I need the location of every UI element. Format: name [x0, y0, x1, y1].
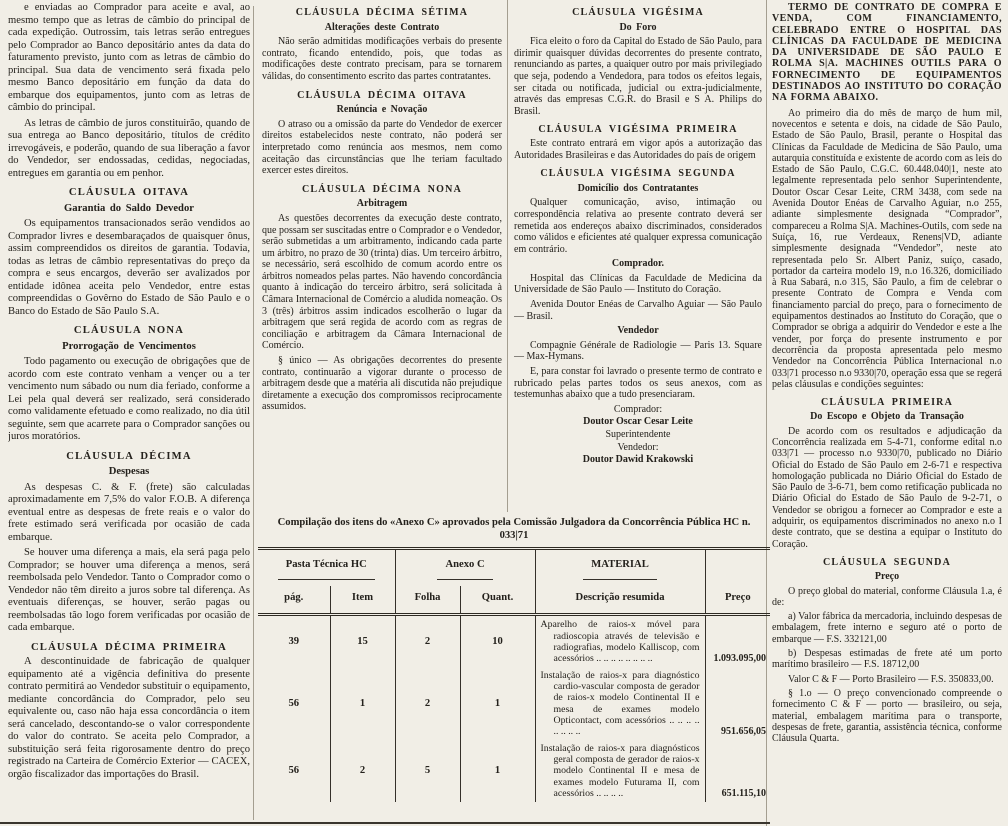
- cell-preco: 951.656,05: [705, 667, 770, 740]
- column-divider-2: [507, 0, 508, 512]
- table-row: [258, 740, 770, 802]
- cell-folha: 5: [395, 740, 460, 802]
- clause-subheading: Do Escopo e Objeto da Transação: [810, 411, 964, 423]
- clause-subheading: Arbitragem: [356, 198, 408, 210]
- clause-heading: CLÁUSULA VIGÉSIMA PRIMEIRA: [538, 124, 738, 136]
- table-group-header-row: [258, 549, 770, 587]
- text-column-4: [772, 0, 1002, 826]
- col-header-descricao: Descrição resumida: [535, 586, 705, 615]
- paragraph: e enviadas ao Comprador para aceite e aval, ao mesmo tempo que as letras de câmbio do principal de cada expedição. Outrossim, tais letras serão entregues pelo Comprador ao Banco depositário antes da data do faturamento previsto, junto com as letras de câmbio do principal. Sua data de vencimento será fixada pelo mesmo Banco depositário em função da data do embarque dos equipamentos, junto com as letras de câmbio do principal.: [8, 2, 250, 113]
- clause-subheading: Alterações deste Contrato: [324, 21, 440, 33]
- signature-line: Superintendente: [605, 429, 671, 440]
- clause-heading: CLÁUSULA DÉCIMA SÉTIMA: [295, 7, 469, 18]
- cell-pag: 56: [288, 765, 300, 777]
- cell-preco: 1.093.095,00: [705, 615, 770, 667]
- clause-heading: CLÁUSULA NONA: [73, 325, 185, 336]
- group-header-blank: [705, 549, 770, 587]
- group-header-pasta-tecnica: [258, 549, 395, 587]
- group-label-material: MATERIAL: [583, 559, 656, 580]
- clause-heading: CLÁUSULA VIGÉSIMA: [572, 7, 704, 18]
- signature-line: Comprador:: [613, 403, 663, 415]
- cell-item: 1: [330, 667, 395, 740]
- annex-table-section: [258, 516, 770, 802]
- group-label-anexo-c: Anexo C: [437, 559, 492, 580]
- clause-subheading: Comprador.: [611, 258, 665, 270]
- column-divider-1: [253, 6, 254, 820]
- cell-descricao: Instalação de raios-x para diagnóstico cardio-vascular composta de gerador de raios-x modelo Continental II e mesa de exames modelo Opticontact, com acessórios .. .. .. .. .. .. .. ..: [535, 667, 705, 740]
- col-header-item: Item: [330, 586, 395, 615]
- paragraph: Fica eleito o foro da Capital do Estado de São Paulo, para dirimir quaisquer dúvidas decorrentes do presente contrato, renunciando as partes, a quaiquer outro por mais privilegiado que seja, podendo a Vendedora, para todos os efeitos legais, ser citada ou notificada, judicial ou extra-judicialmente, através das empresas C.G.R. do Brasil e S A. Philips do Brasil.: [514, 36, 762, 117]
- paragraph: E, para constar foi lavrado o presente termo de contrato e rubricado pelas partes todos os seus anexos, com as testemunhas abaixo que a tudo presenciaram.: [514, 366, 762, 401]
- contract-title: TERMO DE CONTRATO DE COMPRA E VENDA, COM FINANCIAMENTO, CELEBRADO ENTRE O HOSPITAL DAS CLÍNICAS DA FACULDADE DE MEDICINA DA UNIVERSIDADE DE SÃO PAULO E ROLMA S|A. MACHINES OUTILS PARA O FORNECIMENTO DE EQUIPAMENTOS DESTINADOS AO INSTITUTO DO CORAÇÃO NA FORMA ABAIXO.: [772, 2, 1002, 104]
- paragraph: § 1.o — O preço convencionado compreende o fornecimento C & F — porto — brasileiro, ou seja, material, embalagem marítima para o transporte, despesas de frete, garantia, assistência técnica, conforme Cláusula Quarta.: [772, 687, 1002, 745]
- text-column-1: [8, 0, 250, 826]
- paragraph: O preço global do material, conforme Cláusula 1.a, é de:: [772, 585, 1002, 608]
- clause-heading: CLÁUSULA DÉCIMA PRIMEIRA: [30, 641, 228, 653]
- paragraph: De acordo com os resultados e adjudicação da Concorrência realizada em 5-4-71, conforme edital n.o 033|71 — processo n.o 9330|70, publicado no Diário Oficial do Estado de São Paulo em 2-6-71 e respectiva homologação publicada no Diário Oficial do Estado de São Paulo de 3-6-71, bem como retificação publicada no Diário Oficial do Estado de São Paulo de 9-2-71, o Vendedor se obrigou a fornecer ao Comprador e este a adquirir, os equipamentos discriminados no anexo n.o I deste contrato, que se destina a equipar o Instituto do Coração.: [772, 425, 1002, 550]
- clause-subheading: Preço: [874, 571, 900, 583]
- paragraph: Ao primeiro dia do mês de março de hum mil, novecentos e setenta e dois, na cidade de São Paulo, Estado de São Paulo, Brasil, perante o Hospital das Clínicas da Faculdade de Medicina de São Paulo, uma autarquia constituída e existente de acordo com as leis do Estado de São Paulo, C.G.C. 60.448.040|1, neste ato legalmente representada pelo senhor Superintendente, Doutor Oscar Cesar Leite, CRM 3438, com sede na Avenida Doutor Enéas de Carvalho Aguiar, n.o 255, adiante simplesmente designada “Comprador”, compareceu a Rolma S|A. Machines-Outils, com sede na Suíça, 16, rue Verdeaux, Renens|VD, adiante simplesmente designada “Vendedor”, neste ato representada pelo Sr. Albert Paniz, suíço, casado, portador da carteira modelo 19, n.o 16.326, domiciliado à Rua Sabará, n.o 315, São Paulo, a fim de celebrar o presente Contrato de Compra e Venda com financiamento parcial do preço, para o fornecimento de equipamentos destinados ao Instituto do Coração, que o Comprador se obriga a adquirir do Vendedor e este a lhe vender, por força do presente instrumento e por decorrência da proposta apresentada pelo mesmo Vendedor na Concorrência Pública Internacional n.o 033|71 processo n.o 9330|70, operação essa que se regerá pelas cláusulas e condições seguintes:: [772, 107, 1002, 390]
- table-subheader-row: [258, 586, 770, 615]
- page-bottom-rule: [0, 822, 770, 824]
- clause-subheading: Do Foro: [619, 21, 657, 33]
- cell-item: 15: [330, 615, 395, 667]
- paragraph: Este contrato entrará em vigor após a autorização das Autoridades Brasileiras e das Autoridades do país de origem: [514, 137, 762, 161]
- paragraph: Não serão admitidas modificações verbais do presente contrato, ficando entendido, pois, que todas as modificações deste contrato precisam, para se tornarem válidas, do consentimento escrito das partes contratantes.: [262, 36, 502, 82]
- col-header-preco: Preço: [705, 586, 770, 615]
- clause-subheading: Garantia do Saldo Devedor: [64, 202, 194, 214]
- signature-name: Doutor Dawid Krakowski: [582, 454, 694, 466]
- paragraph: Valor C & F — Porto Brasileiro — F.S. 350833,00.: [788, 673, 994, 685]
- table-title: Compilação dos itens do «Anexo C» aprovados pela Comissão Julgadora da Concorrência Pública HC n. 033|71: [277, 517, 751, 542]
- clause-heading: CLÁUSULA OITAVA: [68, 187, 190, 198]
- paragraph: O atraso ou a omissão da parte do Vendedor de exercer direitos estabelecidos neste contrato, não poderá ser interpretado como renúncia aos mesmos, nem como aceitação das circunstâncias que lhe teriam facultado exercer estes direitos.: [262, 118, 502, 177]
- cell-item: 2: [330, 740, 395, 802]
- signature-line: Vendedor:: [617, 441, 659, 453]
- paragraph: Compagnie Générale de Radiologie — Paris 13. Square — Max-Hymans.: [514, 339, 762, 363]
- table-row: [258, 615, 770, 667]
- clause-heading: CLÁUSULA PRIMEIRA: [820, 397, 954, 409]
- paragraph: Qualquer comunicação, aviso, intimação ou correspondência relativa ao presente contrato deverá ser remetida aos endereços abaixo discriminados, considerados como válidos e eficientes até qualquer expressa comunicação em contrário.: [514, 197, 762, 255]
- clause-heading: CLÁUSULA DÉCIMA: [66, 450, 192, 462]
- cell-descricao: Aparelho de raios-x móvel para radioscopia através de televisão e radiografias, modelo Kalliscop, com acessórios .. .. .. .. .. .. .. ..: [535, 615, 705, 667]
- group-label-pasta-tecnica: Pasta Técnica HC: [278, 559, 375, 580]
- clause-subheading: Domicílio dos Contratantes: [577, 182, 699, 194]
- clause-heading: CLÁUSULA DÉCIMA NONA: [301, 183, 462, 195]
- clause-subheading: Prorrogação de Vencimentos: [62, 340, 196, 352]
- cell-folha: 2: [395, 667, 460, 740]
- cell-preco: 651.115,10: [705, 740, 770, 802]
- paragraph: As letras de câmbio de juros constituirão, quando de sua entrega ao Banco depositário, títulos de crédito irrevogáveis, e poderão, quando de sua liberação a favor do Vendedor, ser endossadas, cedidas, negociadas, entregues em garantia ou em penhor.: [8, 117, 250, 179]
- col-header-quant: Quant.: [460, 586, 535, 615]
- clause-subheading: Renúncia e Novação: [336, 104, 428, 116]
- group-header-material: [535, 549, 705, 587]
- paragraph: As despesas C. & F. (frete) são calculadas aproximadamente em 7,5% do valor F.O.B. A diferença eventual entre as despesas de frete reais e o valor do frete estimado será verificada por ocasião de cada embarque.: [8, 481, 250, 543]
- table-row: [258, 667, 770, 740]
- group-header-anexo-c: [395, 549, 535, 587]
- clause-heading: CLÁUSULA SEGUNDA: [822, 556, 952, 568]
- clause-subheading: Vendedor: [617, 325, 659, 337]
- cell-pag: 56: [288, 698, 300, 710]
- cell-folha: 2: [395, 615, 460, 667]
- clause-heading: CLÁUSULA DÉCIMA OITAVA: [297, 89, 467, 101]
- annex-table: [258, 547, 770, 801]
- signature-name: Doutor Oscar Cesar Leite: [583, 416, 693, 428]
- cell-descricao: Instalação de raios-x para diagnósticos geral composta de gerador de raios-x modelo Continental II e mesa de exames modelo Futurama II, com acessórios .. .. .. ..: [535, 740, 705, 802]
- cell-quant: 10: [460, 615, 535, 667]
- cell-quant: 1: [460, 740, 535, 802]
- paragraph: § único — As obrigações decorrentes do presente contrato, continuarão a vigorar durante o processo de arbitragem desde que a matéria ali discutida não prejudique diretamente a execução dos compromissos reciprocamente assumidos.: [262, 355, 502, 413]
- paragraph: Avenida Doutor Enéas de Carvalho Aguiar — São Paulo — Brasil.: [514, 299, 762, 322]
- paragraph: a) Valor fábrica da mercadoria, incluindo despesas de embalagem, frete interno e seguro até o porto de embarque — F.S. 332121,00: [772, 611, 1002, 645]
- paragraph: b) Despesas estimadas de frete até um porto marítimo brasileiro — F.S. 18712,00: [772, 648, 1002, 671]
- text-column-2: [262, 0, 502, 514]
- col-header-folha: Folha: [395, 586, 460, 615]
- text-column-3: [514, 0, 762, 514]
- paragraph: A descontinuidade de fabricação de qualquer equipamento até a vigência definitiva do presente contrato permitirá ao Vendedor substituir o equipamento, mediante concordância do Comprador, pelo seu equivalente ou, caso não haja essa concordância o item será cancelado, descontando-se o valor correspondente do valor do contrato. Se aceita pelo Comprador, a substituição será feita rigorosamente dentro do preço registrado na Carteira de Comércio Exterior — CACEX, orgão fiscalizador das importações do Brasil.: [8, 656, 250, 780]
- clause-heading: CLÁUSULA VIGÉSIMA SEGUNDA: [540, 168, 736, 180]
- clause-subheading: Despesas: [108, 466, 150, 477]
- paragraph: Os equipamentos transacionados serão vendidos ao Comprador livres e desembaraçados de quaisquer ônus, assim compreendidos os direitos de garantia. Todavia, todas as letras de câmbio representativas do preço da compra e seus encargos, deverão ser avalizados por entidade idônea aceita pelo Vendedor, entre estas compreendidas o Govêrno do Estado de São Paulo e o Banco do Estado de São Paulo S.A.: [8, 218, 250, 317]
- annex-table-body: [258, 615, 770, 802]
- paragraph: Se houver uma diferença a mais, ela será paga pelo Comprador; se houver uma diferença a menos, será reembolsada pelo Vendedor. Tanto o Comprador como o Vendedor não têm direito a juros sobre tal diferença. As eventuais diferenças, se houver, serão pagas ou reembolsadas tão logo forem verificadas por ocasião de cada embarque.: [8, 547, 250, 633]
- paragraph: Hospital das Clínicas da Faculdade de Medicina da Universidade de São Paulo — Instituto do Coração.: [514, 272, 762, 296]
- cell-quant: 1: [460, 667, 535, 740]
- paragraph: Todo pagamento ou execução de obrigações que de acordo com este contrato venham a vençer ou a ter vencimento num sábado ou num dia feriado, conforme a Lei pela qual deverá ser realizado, será considerado como validamente efetuado e como realizado, no dia útil seguinte, sem que acarrete para o Comprador sanções ou juros moratórios.: [8, 356, 250, 442]
- col-header-pag: pág.: [258, 586, 330, 615]
- paragraph: As questões decorrentes da execução deste contrato, que possam ser suscitadas entre o Comprador e o Vendedor, serão submetidas a um arbitramento, indicando cada parte um árbitro, no prazo de 30 (trinta) dias. Um terceiro árbitro, se necessário, será escolhido de comum acordo entre os árbitros nomeados pelas partes. Não havendo concordância quanto à indicação do terceiro árbitro, será solicitada à Câmara Internacional de Comércio a aludida nomeação. Os 3 (três) árbitros assim indicados escolherão o lugar da arbitragem que será regida de acordo com as regras de conciliação e arbitragem da Câmara Internacional de Comércio.: [262, 212, 502, 352]
- cell-pag: 39: [288, 636, 300, 648]
